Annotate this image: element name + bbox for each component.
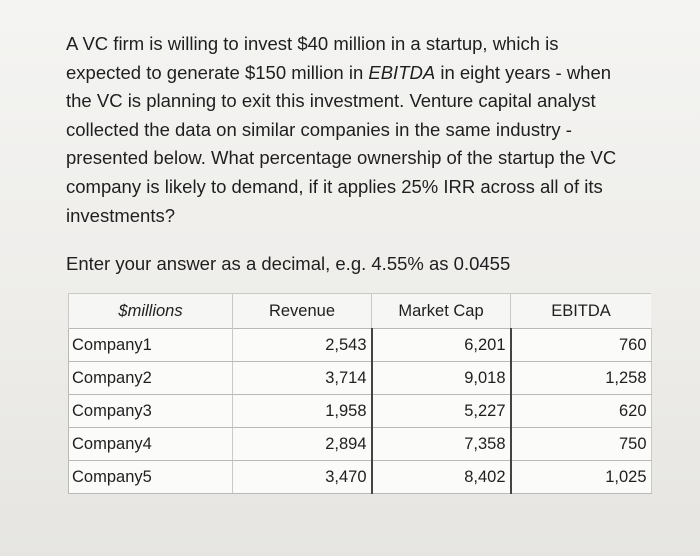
market-cap-cell: 6,201: [372, 329, 511, 362]
question-line: A VC firm is willing to invest $40 million in a startup, which is: [66, 33, 559, 54]
question-text-segment: in eight years - when: [435, 61, 612, 83]
revenue-cell: 2,894: [233, 428, 372, 461]
question-line: collected the data on similar companies in the same industry -: [66, 118, 572, 140]
question-text-segment: expected to generate $150 million in: [66, 61, 369, 83]
ebitda-cell: 750: [511, 428, 652, 461]
header-millions: $millions: [69, 294, 233, 329]
market-cap-cell: 8,402: [372, 461, 511, 494]
company-name: Company5: [69, 461, 233, 494]
ebitda-cell: 1,025: [511, 461, 652, 494]
ebitda-cell: 620: [511, 395, 652, 428]
question-line: company is likely to demand, if it applies 25% IRR across all of its: [66, 175, 603, 197]
company-name: Company3: [69, 395, 233, 428]
revenue-cell: 3,470: [233, 461, 372, 494]
header-revenue: Revenue: [233, 294, 372, 329]
company-name: Company4: [69, 428, 233, 461]
market-cap-cell: 7,358: [372, 428, 511, 461]
revenue-cell: 1,958: [233, 395, 372, 428]
table-row: [69, 395, 652, 428]
table-row: [69, 329, 652, 362]
question-text: [66, 30, 666, 230]
answer-instruction: Enter your answer as a decimal, e.g. 4.55% as 0.0455: [66, 253, 511, 274]
ebitda-cell: 1,258: [511, 362, 652, 395]
market-cap-cell: 5,227: [372, 395, 511, 428]
company-name: Company2: [69, 362, 233, 395]
market-cap-cell: 9,018: [372, 362, 511, 395]
question-line: investments?: [66, 204, 175, 226]
ebitda-italic: EBITDA: [368, 61, 436, 83]
revenue-cell: 2,543: [233, 329, 372, 362]
table-row: [69, 362, 652, 395]
revenue-cell: 3,714: [233, 362, 372, 395]
table-header-row: [69, 294, 652, 329]
ebitda-cell: 760: [511, 329, 652, 362]
header-market-cap: Market Cap: [372, 294, 511, 329]
question-line: the VC is planning to exit this investment. Venture capital analyst: [66, 90, 596, 112]
company-name: Company1: [69, 329, 233, 362]
comparables-table: [68, 293, 652, 494]
header-ebitda: EBITDA: [511, 294, 652, 329]
table-row: [69, 428, 652, 461]
table-row: [69, 461, 652, 494]
question-line: [66, 59, 666, 88]
question-line: presented below. What percentage ownership of the startup the VC: [66, 147, 617, 169]
